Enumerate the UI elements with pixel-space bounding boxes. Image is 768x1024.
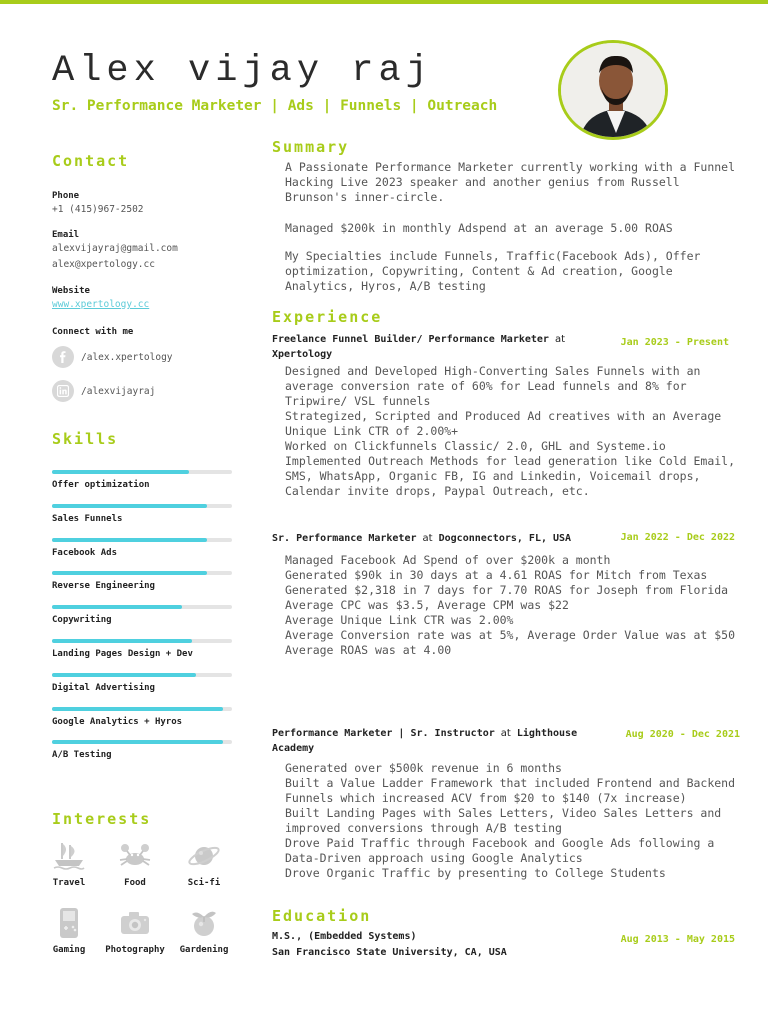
candidate-headline: Sr. Performance Marketer | Ads | Funnels | Outreach — [52, 98, 498, 114]
email-value-secondary[interactable]: alex@xpertology.cc — [52, 259, 155, 270]
interest-photography — [100, 903, 170, 955]
skill-item — [52, 639, 232, 673]
skill-item — [52, 504, 232, 538]
education-heading: Education — [272, 907, 372, 925]
skill-bar-track — [52, 571, 232, 575]
experience-heading: Experience — [272, 308, 383, 326]
top-accent-bar — [0, 0, 768, 4]
skill-bar-track — [52, 740, 232, 744]
summary-intro: A Passionate Performance Marketer currently working with a Funnel Hacking Live 2023 speaker and another genius from Russell Brunson's inner-circle. — [285, 160, 736, 204]
interest-food — [100, 836, 170, 888]
skill-item — [52, 605, 232, 639]
skill-item — [52, 571, 232, 605]
skill-bar-fill — [52, 504, 207, 508]
website-label: Website — [52, 286, 90, 296]
linkedin-link[interactable] — [52, 380, 155, 402]
job-bullets-xpertology: Designed and Developed High-Converting Sales Funnels with an average conversion rate of 60% for Lead funnels and 8% for Tripwire/ VSL funnels Strategized, Scripted and Produced Ad creatives with an Average Unique Link CTR of 2.00%+ Worked on Clickfunnels Classic/ 2.0, GHL and Systeme.io Implemented Outreach Methods for lead generation like Cold Email, SMS, WhatsApp, Organic FB, IG and Linkedin, Voicemail drops, Calendar invite drops, Paypal Outreach, etc. — [285, 364, 736, 498]
skill-name: Facebook Ads — [52, 547, 118, 558]
job-title-xpertology: Freelance Funnel Builder/ Performance Marketer at Xpertology — [272, 334, 566, 360]
skill-bar-track — [52, 504, 232, 508]
skill-item — [52, 470, 232, 504]
facebook-handle: /alex.xpertology — [81, 351, 173, 363]
job-date-lighthouse: Aug 2020 - Dec 2021 — [625, 729, 740, 740]
ship-icon — [34, 836, 104, 876]
planet-icon — [169, 836, 239, 876]
skill-item — [52, 673, 232, 707]
skill-name: Sales Funnels — [52, 513, 123, 524]
email-label: Email — [52, 230, 80, 240]
skill-item — [52, 707, 232, 741]
skill-name: A/B Testing — [52, 750, 112, 761]
interest-label: Photography — [105, 945, 165, 955]
email-value-primary[interactable]: alexvijayraj@gmail.com — [52, 243, 178, 254]
skill-name: Offer optimization — [52, 480, 150, 490]
skill-name: Landing Pages Design + Dev — [52, 649, 193, 659]
interests-heading: Interests — [52, 810, 152, 828]
skill-bar-fill — [52, 707, 223, 711]
job-date-dogconnectors: Jan 2022 - Dec 2022 — [620, 532, 735, 543]
camera-icon — [100, 903, 170, 943]
job-date-xpertology: Jan 2023 - Present — [620, 337, 729, 348]
skill-bar-fill — [52, 740, 223, 744]
facebook-link[interactable] — [52, 346, 173, 368]
plant-icon — [169, 903, 239, 943]
interest-scifi — [169, 836, 239, 888]
summary-heading: Summary — [272, 138, 350, 156]
profile-photo — [558, 40, 668, 140]
job-title-lighthouse: Performance Marketer | Sr. Instructor at Lighthouse Academy — [272, 728, 578, 754]
skill-name: Reverse Engineering — [52, 581, 155, 592]
skill-bar-fill — [52, 639, 192, 643]
skill-name: Google Analytics + Hyros — [52, 716, 183, 727]
connect-label: Connect with me — [52, 327, 134, 337]
interest-label: Food — [124, 878, 146, 888]
skill-bar-fill — [52, 605, 182, 609]
skill-bar-fill — [52, 571, 207, 575]
skills-heading: Skills — [52, 430, 119, 448]
website-link[interactable]: www.xpertology.cc — [52, 299, 150, 310]
skill-bar-fill — [52, 673, 196, 677]
skill-bar-track — [52, 605, 232, 609]
skill-bar-track — [52, 538, 232, 542]
skill-item — [52, 538, 232, 572]
crab-icon — [100, 836, 170, 876]
interest-label: Travel — [52, 878, 86, 888]
phone-label: Phone — [52, 191, 80, 201]
skill-item — [52, 740, 232, 774]
interest-gaming — [34, 903, 104, 955]
skill-name: Digital Advertising — [52, 682, 155, 693]
job-bullets-dogconnectors: Managed Facebook Ad Spend of over $200k a month Generated $90k in 30 days at a 4.61 ROAS for Mitch from Texas Generated $2,318 in 7 days for 7.70 ROAS for Joseph from Florida Average CPC was $3.5, Average CPM was $22 Average Unique Link CTR was 2.00% Average Conversion rate was at 5%, Average Order Value was at $50 Average ROAS was at 4.00 — [285, 553, 736, 657]
linkedin-icon — [52, 380, 74, 402]
interest-label: Gaming — [52, 945, 86, 955]
skill-bar-track — [52, 673, 232, 677]
skill-bar-fill — [52, 470, 189, 474]
interest-label: Sci-fi — [187, 878, 221, 888]
summary-specialties: My Specialties include Funnels, Traffic(Facebook Ads), Offer optimization, Copywriting, Content & Ad creation, Google Analytics, Hyros, A/B testing — [285, 249, 701, 293]
interest-label: Gardening — [179, 945, 229, 955]
education-date: Aug 2013 - May 2015 — [620, 934, 735, 945]
skill-bar-track — [52, 639, 232, 643]
skill-bar-track — [52, 707, 232, 711]
skill-bar-fill — [52, 538, 207, 542]
summary-adspend: Managed $200k in monthly Adspend at an average 5.00 ROAS — [285, 221, 673, 235]
skill-bar-track — [52, 470, 232, 474]
gameboy-icon — [34, 903, 104, 943]
education-entry: M.S., (Embedded Systems) San Francisco State University, CA, USA — [272, 931, 507, 958]
phone-value[interactable]: +1 (415)967-2502 — [52, 204, 144, 215]
skill-name: Copywriting — [52, 615, 112, 626]
contact-heading: Contact — [52, 152, 130, 170]
job-bullets-lighthouse: Generated over $500k revenue in 6 months Built a Value Ladder Framework that included Frontend and Backend Funnels which increased ACV from $20 to $140 (7x increase) Built Landing Pages with Sales Letters, Video Sales Letters and improved conversions through A/B testing Drove Paid Traffic through Facebook and Google Ads following a Data-Driven approach using Google Analytics Drove Organic Traffic by presenting to College Students — [285, 761, 736, 880]
interest-gardening — [169, 903, 239, 955]
interest-travel — [34, 836, 104, 888]
facebook-icon — [52, 346, 74, 368]
job-title-dogconnectors: Sr. Performance Marketer at Dogconnectors, FL, USA — [272, 533, 572, 544]
candidate-name: Alex vijay raj — [52, 50, 433, 92]
linkedin-handle: /alexvijayraj — [81, 385, 156, 397]
